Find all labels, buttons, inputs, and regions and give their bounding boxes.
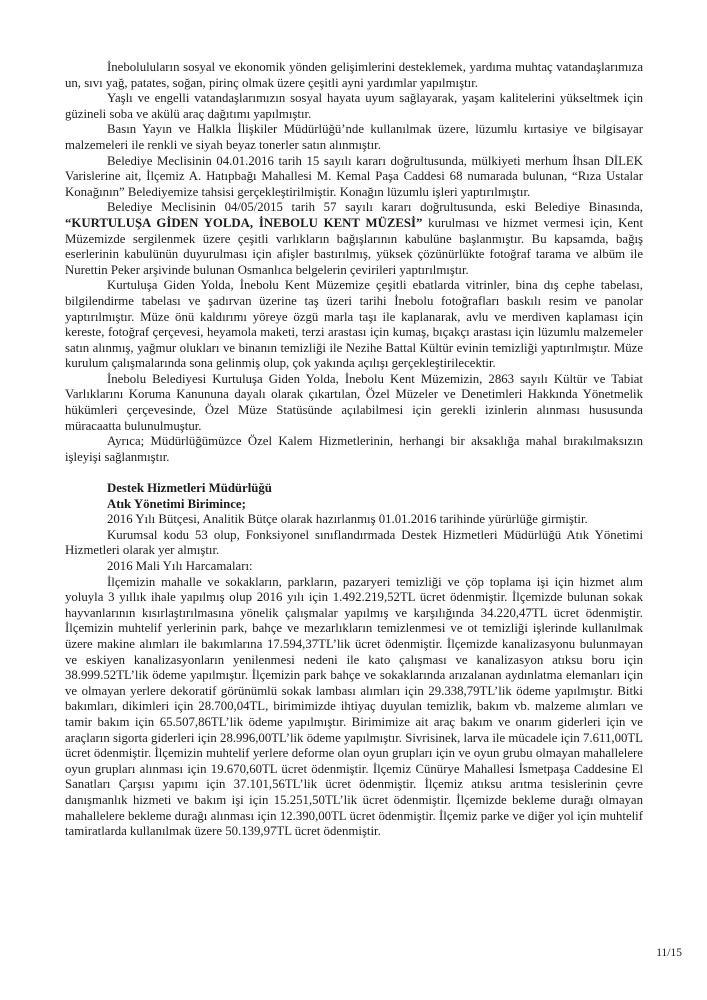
text-segment: Yaşlı ve engelli vatandaşlarımızın sosyal hayata uyum sağlayarak, yaşam kalitelerini yükseltmek için güzineli soba ve akülü araç dağıtımı yapılmıştır.: [65, 91, 643, 121]
section-heading: [65, 481, 643, 497]
section-heading: [65, 497, 643, 513]
page-number: 11/15: [656, 947, 682, 960]
text-segment: Basın Yayın ve Halkla İlişkiler Müdürlüğü’nde kullanılmak üzere, lüzumlu kırtasiye ve bilgisayar malzemeleri ile renkli ve siyah beyaz tonerler satın alınmıştır.: [65, 122, 643, 152]
text-segment: Kurumsal kodu 53 olup, Fonksiyonel sınıflandırmada Destek Hizmetleri Müdürlüğü Atık Yönetimi Hizmetleri olarak yer almıştır.: [65, 527, 643, 558]
paragraph: [65, 372, 643, 434]
text-segment: İnebolu Belediyesi Kurtuluşa Giden Yolda, İnebolu Kent Müzemizin, 2863 sayılı Kültür ve Tabiat Varlıklarını Koruma Kanununa dayalı olarak çıkartılan, Özel Müzeler ve Denetimleri Hakkında Yönetmelik hükümleri çerçevesinde, Özel Müze Statüsünde açılabilmesi için gerekli izinlerin alınması hususunda müracaatta bulunulmuştur.: [65, 371, 643, 433]
text-segment: Kurtuluşa Giden Yolda, İnebolu Kent Müzemize çeşitli ebatlarda vitrinler, bina dış cephe tabelası, bilgilendirme tabelası ve şadırvan üzerine taş üzeri tarihi İnebolu fotoğrafları baskılı resim ve panolar yaptırılmıştır. Müze önü kaldırımı yöreye özgü marla taşı ile kaplanarak, avlu ve merdiven kaplaması için kereste, fotoğraf çerçevesi, heyamola maketi, terzi arastası için kumaş, bıçakçı arastası için lüzumlu malzemeler satın alınmış, yağmur olukları ve binanın temizliği ile Nezihe Battal Kültür evinin temizliği yaptırılmıştır. Müze kurulum çalışmalarında sona gelinmiş olup, çok yakında açılışı gerçekleştirilecektir.: [65, 278, 643, 371]
paragraph: [65, 559, 643, 575]
paragraph: [65, 60, 643, 91]
paragraph: [65, 122, 643, 153]
bold-text: Destek Hizmetleri Müdürlüğü: [107, 481, 272, 496]
bold-text: “KURTULUŞA GİDEN YOLDA, İNEBOLU KENT MÜZESİ”: [65, 215, 423, 230]
paragraph: [65, 91, 643, 122]
paragraph: [65, 528, 643, 559]
document-body: [65, 60, 643, 840]
text-segment: Belediye Meclisinin 04/05/2015 tarih 57 sayılı kararı doğrultusunda, eski Belediye Binasında,: [107, 200, 643, 215]
text-segment: Belediye Meclisinin 04.01.2016 tarih 15 sayılı kararı doğrultusunda, mülkiyeti merhum İhsan DİLEK Varislerine ait, İlçemiz A. Hatıpbağı Mahallesi M. Kemal Paşa Caddesi 68 numarada bulunan, “Rıza Ustalar Konağının” Belediyemize tahsisi gerçekleştirilmiştir. Konağın lüzumlu işleri yaptırılmıştır.: [65, 153, 643, 199]
text-segment: Ayrıca; Müdürlüğümüzce Özel Kalem Hizmetlerinin, herhangi bir aksaklığa mahal bırakılmaksızın işleyişi sağlanmıştır.: [65, 434, 643, 464]
bold-text: Atık Yönetimi Birimince;: [107, 496, 246, 511]
paragraph: [65, 575, 643, 840]
text-segment: 2016 Mali Yılı Harcamaları:: [107, 559, 253, 573]
paragraph-spacer: [65, 465, 643, 481]
text-segment: İlçemizin mahalle ve sokakların, parkların, pazaryeri temizliği ve çöp toplama işi için hizmet alım yoluyla 3 yıllık ihale yapılmış olup 2016 yılı için 1.492.219,52TL ücret ödenmiştir. İlçemizde bulunan sokak hayvanlarının kısırlaştırılmasına yönelik çalışmalar yapılmış ve karşılığında 34.220,47TL ücret ödenmiştir. İlçemizin muhtelif yerlerinin park, bahçe ve mezarlıkların temizlenmesi ve ot temizliği işlerinde kullanılmak üzere makine alımları ile bakımlarına 17.594,37TL’lik ücret ödenmiştir. İlçemizde kanalizasyonu bulunmayan ve eskiyen kanalizasyonların yenilenmesi nedeni ile kato çalışması ve kanalizasyon atıksu boru için 38.999.52TL’lik ödeme yapılmıştır. İlçemizin park bahçe ve sokaklarında arızalanan aydınlatma elemanları için ve olmayan yerlere dekoratif görünümlü sokak lambası alımları için 29.338,79TL’lik ödeme yapılmıştır. Bitki bakımları, dikimleri için 28.700,04TL, birimimizde ihtiyaç duyulan temizlik, bakım vb. malzeme alımları ve tamir bakım için 65.507,86TL’lik ödeme yapılmıştır. Birimimize ait araç bakım ve onarım giderleri için ve araçların sigorta giderleri için 28.996,00TL’lik ödeme yapılmıştır. Sivrisinek, larva ile mücadele için 7.611,00TL ücret ödenmiştir. İlçemizin muhtelif yerlere deforme olan oyun grupları için ve oyun grubu olmayan mahallelere oyun grupları alınması için 19.670,60TL ücret ödenmiştir. İlçemiz Cünürye Mahallesi İsmetpaşa Caddesine El Sanatları Çarşısı yapımı için 37.101,56TL’lik ücret ödenmiştir. İlçemiz atıksu arıtma tesislerinin çevre danışmanlık hizmeti ve bakım işi için 15.251,50TL’lik ücret ödenmiştir. İlçemizde bekleme durağı olmayan mahallelere bekleme durağı alınması için 12.390,00TL ücret ödenmiştir. İlçemiz parke ve diğer yol için muhtelif tamiratlarda kullanılmak üzere 50.139,97TL ücret ödenmiştir.: [65, 574, 643, 839]
text-segment: 2016 Yılı Bütçesi, Analitik Bütçe olarak hazırlanmış 01.01.2016 tarihinde yürürlüğe girmiştir.: [107, 512, 588, 527]
paragraph: [65, 278, 643, 372]
paragraph: [65, 512, 643, 528]
paragraph: [65, 434, 643, 465]
paragraph: [65, 200, 643, 278]
text-segment: kurulması ve hizmet vermesi için, Kent Müzemizde sergilenmek üzere çeşitli varlıkların bağışlarının kabulüne başlanmıştır. Bu kapsamda, bağış eserlerinin kabulünün duyurulması için afişler bastırılmış, yüksek çözünürlükte fotoğraf tarama ve albüm ile Nurettin Peker arşivinde bulunan Osmanlıca belgelerin çevirileri yaptırılmıştır.: [65, 215, 643, 277]
text-segment: İneboluluların sosyal ve ekonomik yönden gelişimlerini desteklemek, yardıma muhtaç vatandaşlarımıza un, sıvı yağ, patates, soğan, pirinç olmak üzere çeşitli ayni yardımlar yapılmıştır.: [65, 60, 643, 90]
paragraph: [65, 154, 643, 201]
